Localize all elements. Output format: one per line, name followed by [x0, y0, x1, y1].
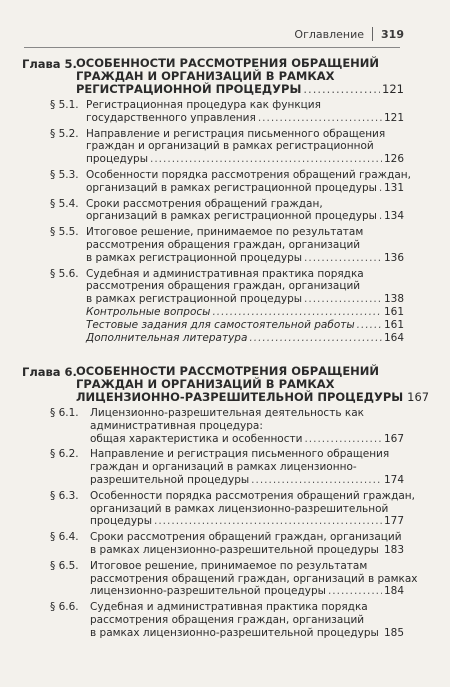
section-number: § 6.2.	[50, 448, 79, 461]
section-number: § 5.5.	[50, 226, 79, 239]
chapter-title-line: РЕГИСТРАЦИОННОЙ ПРОЦЕДУРЫ	[76, 82, 302, 96]
section-line: организаций в рамках регистрационной процедуры	[86, 210, 377, 223]
section-line: Итоговое решение, принимаемое по результатам	[86, 226, 364, 239]
leader-dots	[154, 515, 382, 528]
section-line: организаций в рамках регистрационной процедуры	[86, 181, 377, 194]
section-page: 167	[383, 432, 404, 445]
leader-dots	[357, 319, 382, 332]
extra-title: Тестовые задания для самостоятельной работы	[86, 318, 355, 331]
toc-section	[50, 268, 404, 306]
toc-section	[50, 601, 404, 639]
header-title: Оглавление	[294, 27, 365, 41]
section-line: рассмотрения обращения граждан, организаций	[86, 280, 361, 293]
leader-dots	[249, 332, 382, 345]
section-line: процедуры	[90, 515, 152, 528]
section-line: государственного управления	[86, 111, 256, 124]
section-number: § 5.4.	[50, 197, 79, 210]
section-line: лицензионно-разрешительной процедуры	[90, 585, 326, 598]
section-line: рассмотрения обращения граждан, организаций	[86, 238, 361, 251]
section-number: § 6.1.	[50, 407, 79, 419]
section-page: 184	[383, 585, 404, 598]
section-number: § 6.4.	[50, 531, 79, 544]
section-line: Сроки рассмотрения обращений граждан, организаций	[90, 531, 402, 544]
section-line: Сроки рассмотрения обращений граждан,	[86, 197, 323, 210]
chapter-title-line: ГРАЖДАН И ОРГАНИЗАЦИЙ В РАМКАХ	[76, 69, 335, 83]
chapter-title	[76, 57, 404, 96]
leader-dots	[212, 306, 382, 319]
leader-dots	[258, 112, 382, 125]
section-number: § 5.2.	[50, 127, 79, 140]
section-line: общая характеристика и особенности	[90, 432, 303, 445]
section-line: процедуры	[86, 153, 148, 166]
leader-dots	[379, 182, 382, 195]
chapter-page: 121	[382, 82, 404, 96]
section-page: 177	[383, 515, 404, 528]
leader-dots	[328, 585, 382, 598]
toc-extra-questions	[86, 306, 404, 319]
toc-extra-tests	[86, 319, 404, 332]
section-line: Направление и регистрация письменного обращения	[86, 127, 386, 140]
leader-dots	[304, 252, 382, 265]
leader-dots	[150, 153, 382, 166]
toc-section	[50, 448, 404, 486]
section-line: рассмотрения обращения граждан, организаций	[90, 613, 365, 626]
chapter-title-line: ОСОБЕННОСТИ РАССМОТРЕНИЯ ОБРАЩЕНИЙ	[76, 364, 380, 378]
section-line: в рамках регистрационной процедуры	[86, 251, 303, 264]
section-line: в рамках лицензионно-разрешительной процедуры	[90, 626, 379, 639]
toc-section	[50, 559, 418, 598]
toc-extra-literature	[86, 332, 404, 345]
toc-section	[50, 531, 404, 557]
extra-page: 161	[383, 305, 404, 318]
section-line: административная процедура:	[90, 419, 263, 432]
chapter-title-line: ЛИЦЕНЗИОННО-РАЗРЕШИТЕЛЬНОЙ ПРОЦЕДУРЫ	[76, 390, 404, 404]
chapter-label: Глава 6.	[22, 365, 77, 379]
section-page: 183	[383, 543, 404, 556]
leader-dots	[381, 544, 382, 557]
section-line: Итоговое решение, принимаемое по результатам	[90, 559, 368, 572]
toc-section	[50, 168, 411, 195]
section-page: 121	[383, 111, 404, 124]
leader-dots	[304, 293, 382, 306]
leader-dots	[304, 433, 382, 446]
section-number: § 5.1.	[50, 99, 79, 111]
toc-section	[50, 99, 404, 125]
header-rule	[24, 47, 400, 48]
section-number: § 5.6.	[50, 267, 79, 280]
running-header	[294, 27, 404, 41]
section-page: 126	[383, 153, 404, 166]
header-divider	[372, 27, 373, 41]
toc-section	[50, 407, 404, 445]
toc-section	[50, 226, 404, 264]
extra-page: 164	[383, 331, 404, 344]
chapter-title-line: ГРАЖДАН И ОРГАНИЗАЦИЙ В РАМКАХ	[76, 377, 335, 391]
section-page: 131	[383, 181, 404, 194]
section-line: в рамках лицензионно-разрешительной процедуры	[90, 543, 379, 556]
toc-section	[50, 489, 415, 528]
chapter-label: Глава 5.	[22, 57, 77, 71]
leader-dots	[379, 210, 382, 223]
toc-section	[50, 198, 404, 224]
page-number: 319	[381, 27, 404, 41]
extra-page: 161	[383, 318, 404, 331]
toc-section	[50, 128, 404, 166]
extra-title: Контрольные вопросы	[86, 305, 211, 318]
section-line: Особенности порядка рассмотрения обращений граждан,	[90, 489, 415, 502]
section-line: Особенности порядка рассмотрения обращений граждан,	[86, 168, 411, 181]
section-line: граждан и организаций в рамках регистрационной	[86, 140, 374, 153]
section-page: 136	[383, 251, 404, 264]
section-number: § 6.3.	[50, 489, 79, 502]
section-number: § 6.6.	[50, 601, 79, 614]
leader-dots	[251, 474, 382, 487]
section-line: Судебная и административная практика порядка	[90, 601, 368, 614]
chapter-page: 167	[407, 390, 430, 404]
chapter-title	[76, 364, 430, 404]
section-page: 138	[383, 293, 404, 306]
section-line: Регистрационная процедура как функция	[86, 99, 321, 111]
section-page: 185	[383, 626, 404, 639]
extra-title: Дополнительная литература	[86, 331, 248, 344]
section-line: Направление и регистрация письменного обращения	[90, 448, 390, 461]
section-line: организаций в рамках лицензионно-разрешительной	[90, 502, 389, 515]
section-line: Судебная и административная практика порядка	[86, 267, 364, 280]
section-page: 174	[383, 473, 404, 486]
chapter-title-line: ОСОБЕННОСТИ РАССМОТРЕНИЯ ОБРАЩЕНИЙ	[76, 56, 380, 70]
section-line: разрешительной процедуры	[90, 473, 250, 486]
section-line: рассмотрения обращений граждан, организаций в рамках	[90, 572, 418, 585]
section-line: Лицензионно-разрешительная деятельность как	[90, 407, 364, 419]
section-number: § 6.5.	[50, 559, 79, 572]
leader-dots	[381, 627, 382, 640]
toc-chapter-6	[22, 364, 430, 640]
section-number: § 5.3.	[50, 168, 79, 181]
toc-chapter-5	[22, 56, 411, 344]
leader-dots	[303, 83, 380, 96]
section-page: 134	[383, 210, 404, 223]
section-line: в рамках регистрационной процедуры	[86, 293, 303, 306]
section-line: граждан и организаций в рамках лицензионно-	[90, 461, 357, 474]
